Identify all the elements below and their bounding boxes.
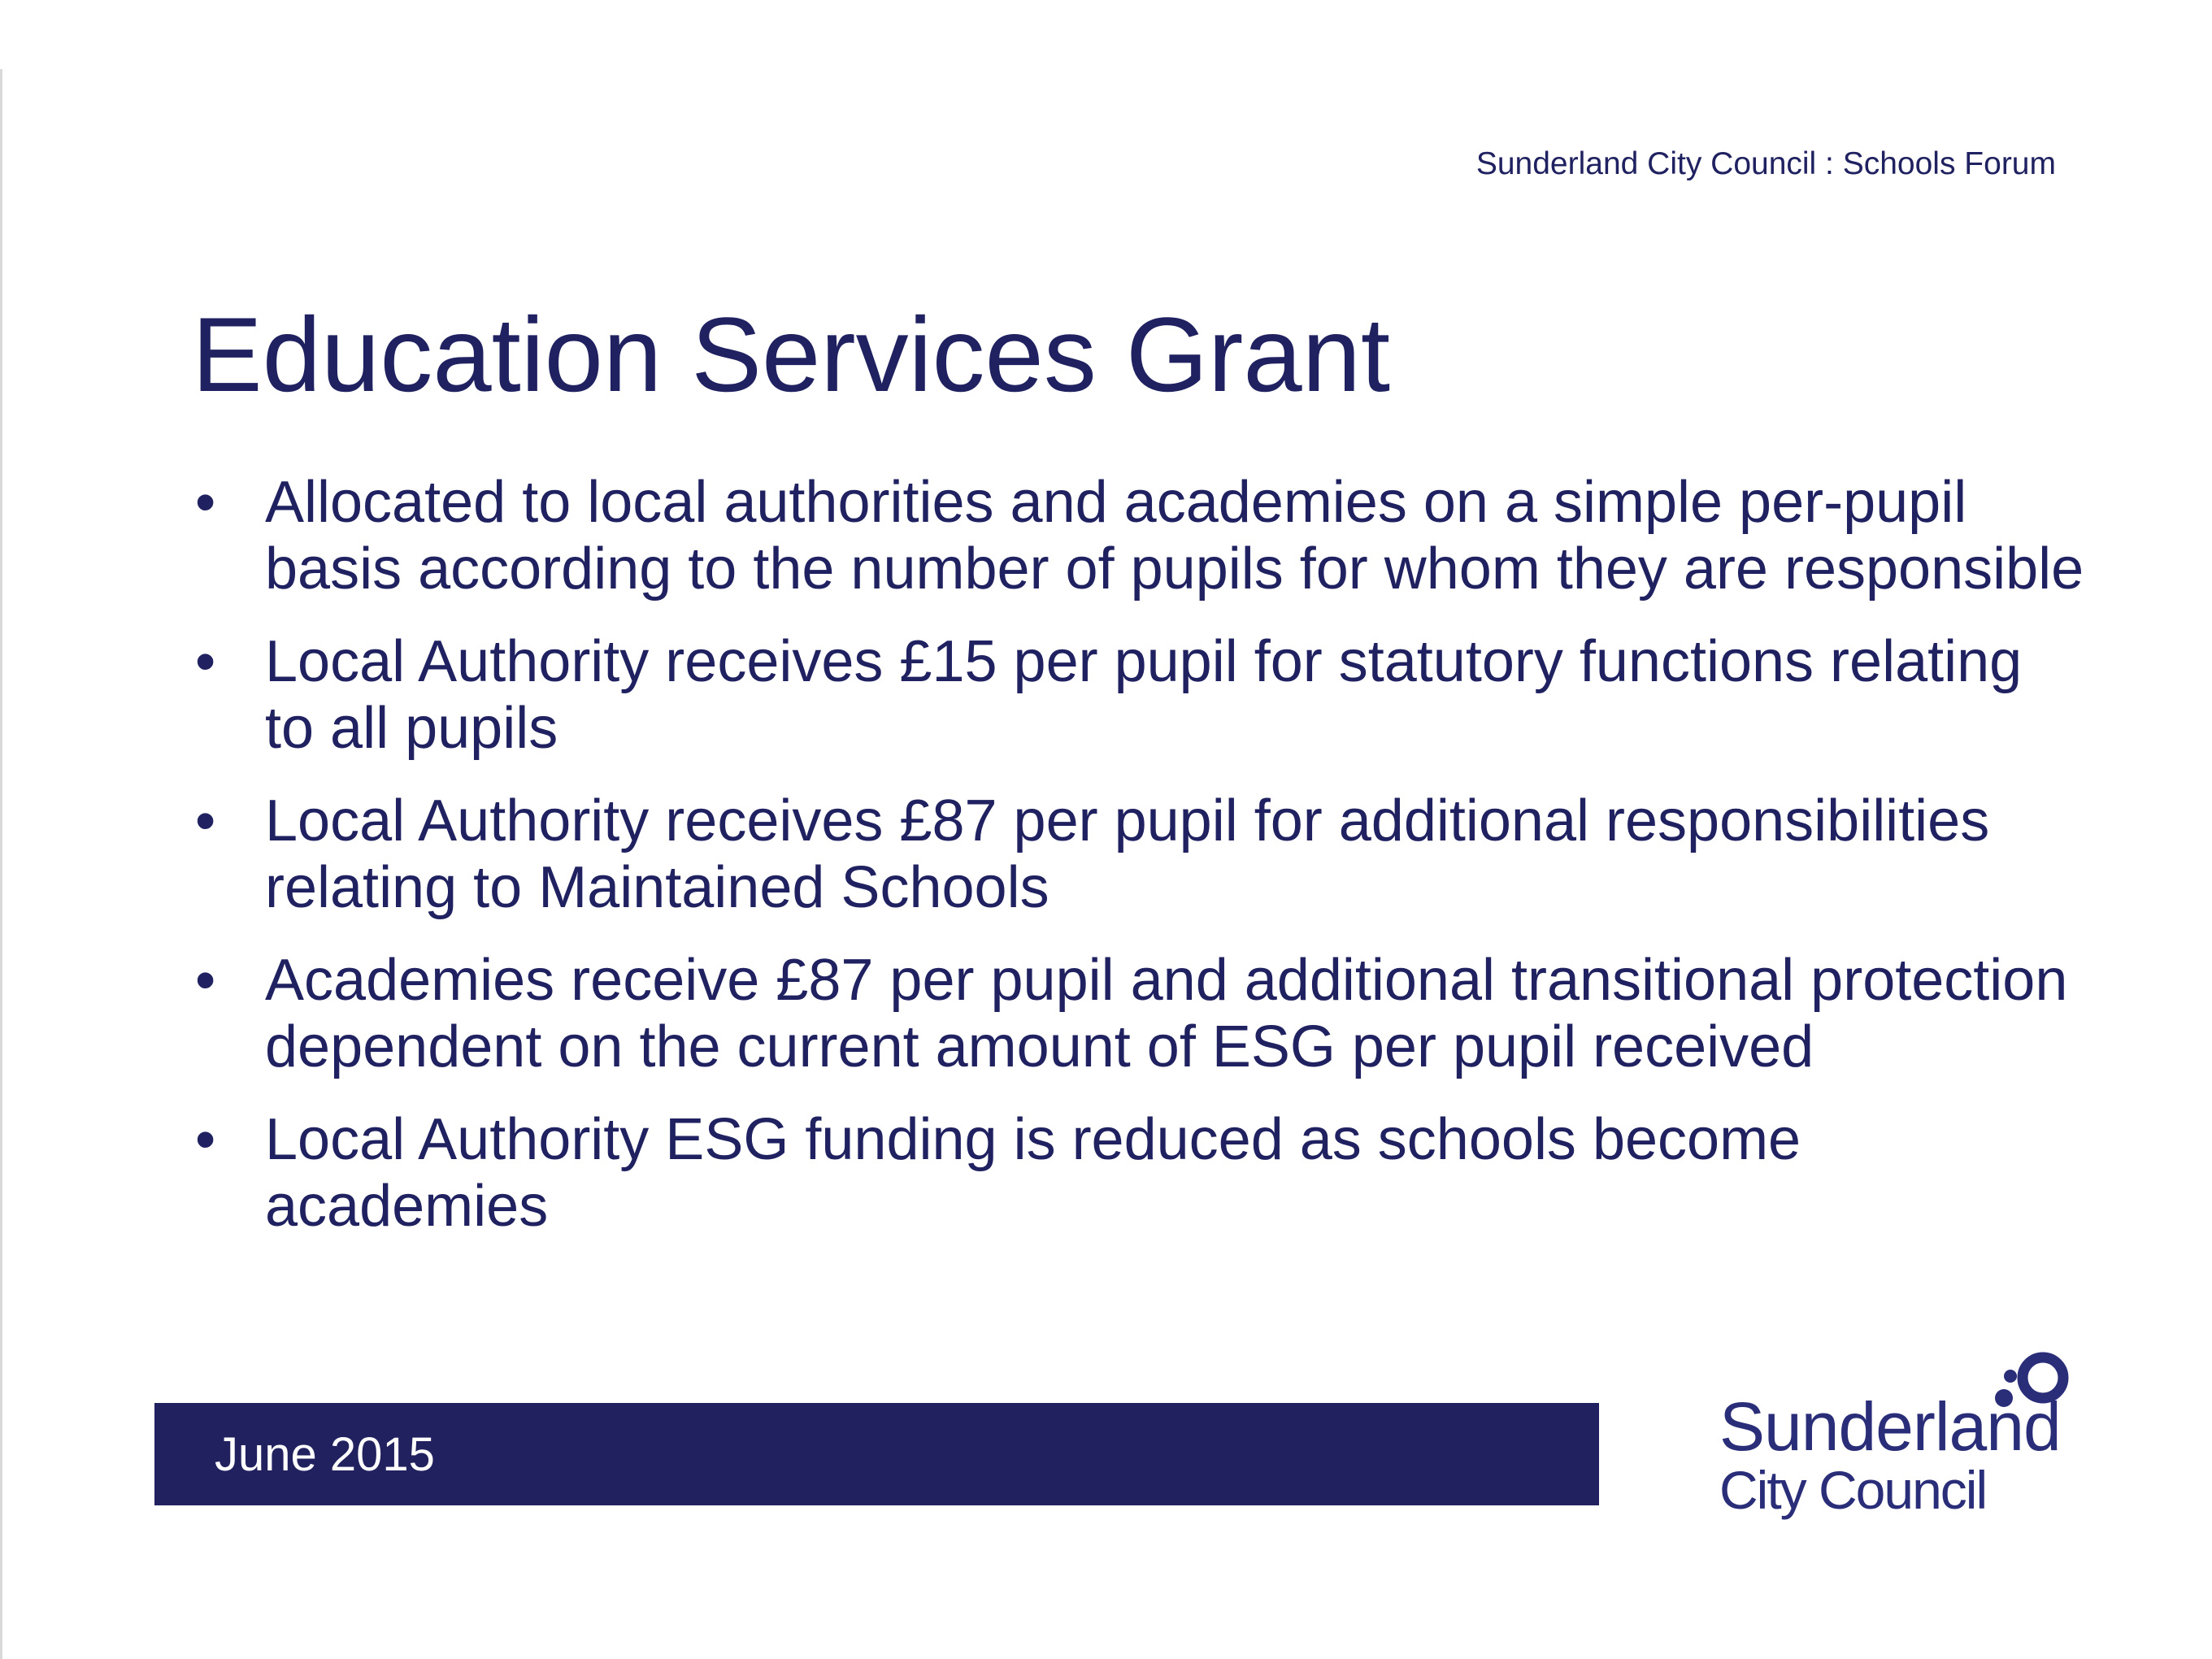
bullet-item xyxy=(192,628,2086,762)
footer-bar xyxy=(154,1403,1599,1505)
bullet-marker: • xyxy=(195,948,216,1013)
slide-left-edge xyxy=(0,69,2,1659)
bullet-text: Local Authority receives £15 per pupil for statutory functions relating to all pupils xyxy=(265,629,2023,761)
bullet-marker: • xyxy=(195,629,216,694)
bullet-text: Local Authority receives £87 per pupil for additional responsibilities relating to Maintained Schools xyxy=(265,788,1990,920)
bullet-marker: • xyxy=(195,1107,216,1172)
bullet-text: Local Authority ESG funding is reduced as schools become academies xyxy=(265,1107,1801,1239)
bullet-marker: • xyxy=(195,470,216,535)
bullet-item xyxy=(192,469,2086,602)
logo-text-city-council: City Council xyxy=(1719,1460,1987,1520)
footer-date: June 2015 xyxy=(215,1428,435,1481)
slide-title: Education Services Grant xyxy=(192,295,1391,414)
bullet-text: Allocated to local authorities and academies on a simple per-pupil basis according to the number of pupils for whom they are responsible xyxy=(265,470,2084,601)
logo-text-sunderland: Sunderland xyxy=(1719,1388,2061,1465)
bullet-item xyxy=(192,947,2086,1080)
bullet-item xyxy=(192,1106,2086,1240)
bullet-marker: • xyxy=(195,788,216,853)
bullet-text: Academies receive £87 per pupil and additional transitional protection dependent on the current amount of ESG per pupil received xyxy=(265,948,2068,1079)
header-text: Sunderland City Council : Schools Forum xyxy=(1475,146,2056,181)
bullet-item xyxy=(192,788,2086,921)
bullet-list xyxy=(192,469,2086,1266)
